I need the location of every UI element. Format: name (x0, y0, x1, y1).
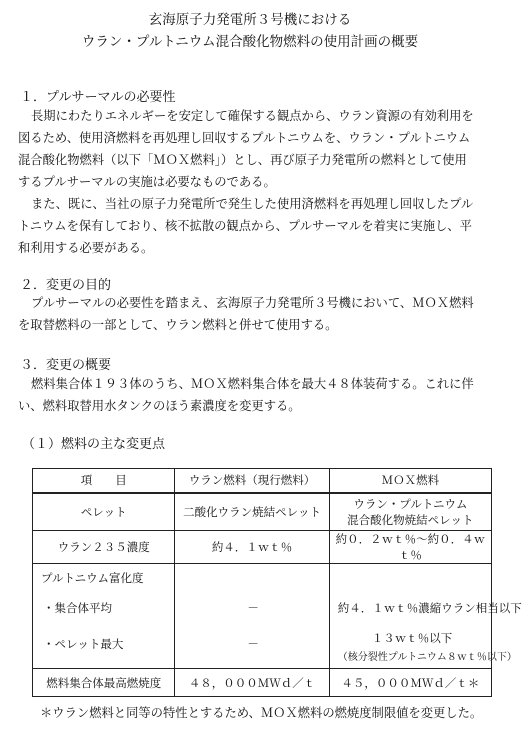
section-3-heading: ３．変更の概要 (20, 358, 112, 373)
table-row-pu-enrichment (33, 564, 492, 669)
section-1-body (18, 105, 488, 259)
pellet-mox-line-1: ウラン・プルトニウム (353, 496, 468, 511)
u235-uranium: 約４．１ｗｔ％ (175, 531, 329, 564)
header-uranium-fuel: ウラン燃料（現行燃料） (175, 469, 329, 493)
header-item: 項 目 (33, 469, 175, 493)
pu-max-uranium: － (247, 637, 259, 651)
section-1-line: 混合酸化物燃料（以下「ＭＯＸ燃料」）とし、再び原子力発電所の燃料として使用 (18, 153, 467, 167)
pellet-mox (329, 493, 491, 531)
table-caption: （１）燃料の主な変更点 (22, 437, 166, 452)
pu-mox-cell (329, 564, 522, 669)
section-2-line: プルサーマルの必要性を踏まえ、玄海原子力発電所３号機において、ＭＯＸ燃料 (31, 296, 474, 310)
table-row-pellet (33, 493, 492, 531)
pellet-mox-line-2: 混合酸化物焼結ペレット (347, 512, 474, 527)
table-row-burnup (33, 669, 492, 697)
header-mox-fuel: ＭＯＸ燃料 (329, 469, 491, 493)
section-1-line: するプルサーマルの実施は必要なものである。 (18, 175, 276, 189)
fuel-changes-table (32, 468, 522, 697)
footnote: ＊ウラン燃料と同等の特性とするため、ＭＯＸ燃料の燃焼度制限値を変更した。 (40, 706, 483, 720)
burnup-uranium: ４８，０００ＭＷｄ／ｔ (175, 669, 329, 697)
section-2-line: を取替燃料の一部として、ウラン燃料と併せて使用する。 (18, 318, 338, 332)
pu-avg-label: ・集合体平均 (43, 601, 112, 615)
pu-uranium-cell (175, 564, 329, 669)
section-1-line: 図るため、使用済燃料を再処理し回収するプルトニウムを、ウラン・プルトニウム (18, 131, 471, 145)
title-line-2: ウラン・プルトニウム混合酸化物燃料の使用計画の概要 (81, 34, 419, 50)
burnup-label: 燃料集合体最高燃焼度 (33, 669, 175, 697)
section-1-heading: １．プルサーマルの必要性 (20, 90, 176, 105)
burnup-mox: ４５，０００ＭＷｄ／ｔ＊ (329, 669, 491, 697)
pellet-uranium: 二酸化ウラン焼結ペレット (175, 493, 329, 531)
section-1-line: トニウムを保有しており、核不拡散の観点から、プルサーマルを着実に実施し、平 (18, 219, 472, 233)
table-header-row (33, 469, 492, 493)
pu-label: プルトニウム富化度 (41, 571, 144, 585)
table-row-u235 (33, 531, 492, 564)
pellet-label: ペレット (33, 493, 175, 531)
pu-max-mox-line-1: １３ｗｔ％以下 (371, 631, 453, 645)
u235-label: ウラン２３５濃度 (33, 531, 175, 564)
section-2-heading: ２．変更の目的 (20, 278, 112, 293)
pu-max-label: ・ペレット最大 (43, 637, 124, 651)
pu-avg-mox: 約４．１ｗｔ％濃縮ウラン相当以下 (337, 601, 522, 615)
section-1-line: また、既に、当社の原子力発電所で発生した使用済燃料を再処理し回収したプル (31, 197, 474, 211)
section-3-line: 燃料集合体１９３体のうち、ＭＯＸ燃料集合体を最大４８体装荷する。これに伴 (31, 377, 474, 391)
pu-max-mox-line-2: （核分裂性プルトニウム８ｗｔ％以下） (337, 652, 517, 663)
pu-avg-uranium: － (247, 601, 259, 615)
section-3-line: い、燃料取替用水タンクのほう素濃度を変更する。 (18, 399, 301, 413)
section-1-line: 和利用する必要がある。 (18, 241, 154, 255)
section-1-line: 長期にわたりエネルギーを安定して確保する観点から、ウラン資源の有効利用を (31, 109, 474, 123)
section-3-body (18, 373, 488, 417)
title-line-1: 玄海原子力発電所３号機における (148, 12, 352, 28)
pu-label-cell (33, 564, 175, 669)
section-2-body (18, 292, 488, 336)
u235-mox: 約０．２ｗｔ％～約０．４ｗｔ％ (329, 531, 491, 564)
